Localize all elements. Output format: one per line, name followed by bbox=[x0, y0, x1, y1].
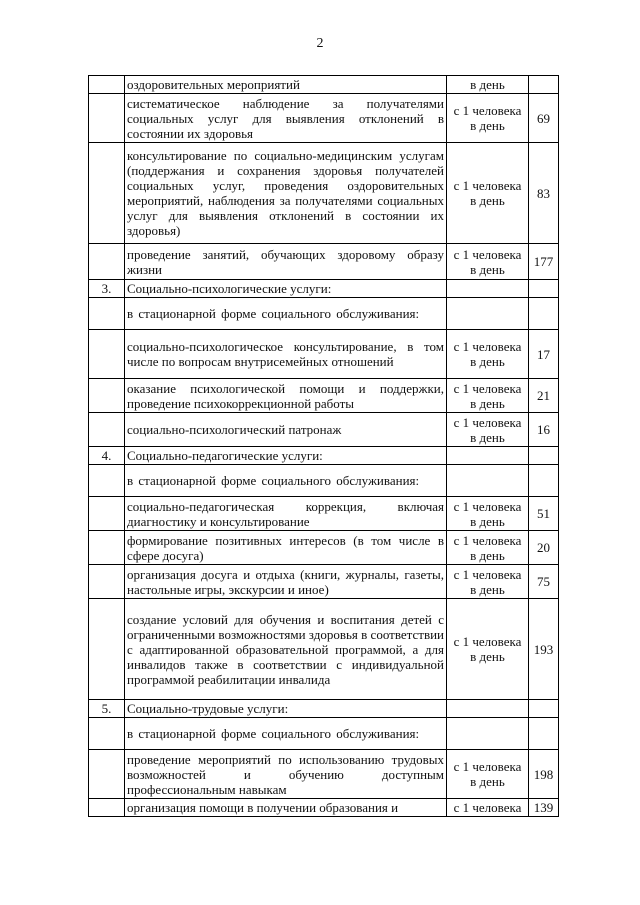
service-name-cell: создание условий для обучения и воспитания детей с ограниченными возможностями здоровья в соответствии с адаптированной образовательной программой, а для инвалидов также в соответствии с индивидуальной программой реабилитации инвалида bbox=[125, 599, 447, 700]
value-cell: 51 bbox=[529, 497, 559, 531]
service-name-cell: проведение мероприятий по использованию трудовых возможностей и обучению доступным профессиональным навыкам bbox=[125, 750, 447, 799]
unit-cell bbox=[447, 718, 529, 750]
service-name-cell: Социально-педагогические услуги: bbox=[125, 447, 447, 465]
service-name-cell: организация досуга и отдыха (книги, журналы, газеты, настольные игры, экскурсии и иное) bbox=[125, 565, 447, 599]
row-number-cell bbox=[89, 143, 125, 244]
service-name-cell: в стационарной форме социального обслуживания: bbox=[125, 465, 447, 497]
unit-cell bbox=[447, 280, 529, 298]
unit-cell: с 1 человека в день bbox=[447, 599, 529, 700]
value-cell: 83 bbox=[529, 143, 559, 244]
service-name-cell: социально-психологический патронаж bbox=[125, 413, 447, 447]
row-number-cell: 3. bbox=[89, 280, 125, 298]
value-cell bbox=[529, 465, 559, 497]
value-cell bbox=[529, 700, 559, 718]
table-row bbox=[89, 565, 559, 599]
row-number-cell bbox=[89, 298, 125, 330]
service-name-cell: социально-педагогическая коррекция, включая диагностику и консультирование bbox=[125, 497, 447, 531]
row-number-cell: 5. bbox=[89, 700, 125, 718]
service-name-cell: консультирование по социально-медицинским услугам (поддержания и сохранения здоровья получателей социальных услуг, проведения оздоровительных мероприятий, наблюдения за получателями социальных услуг для выявления отклонений в состоянии их здоровья) bbox=[125, 143, 447, 244]
value-cell: 193 bbox=[529, 599, 559, 700]
table-row bbox=[89, 413, 559, 447]
table-row bbox=[89, 330, 559, 379]
unit-cell: с 1 человека в день bbox=[447, 379, 529, 413]
service-name-cell: в стационарной форме социального обслуживания: bbox=[125, 298, 447, 330]
unit-cell: с 1 человека в день bbox=[447, 143, 529, 244]
unit-cell bbox=[447, 465, 529, 497]
table-row bbox=[89, 76, 559, 94]
value-cell: 139 bbox=[529, 799, 559, 817]
row-number-cell bbox=[89, 94, 125, 143]
service-name-cell: систематическое наблюдение за получателями социальных услуг для выявления отклонений в состоянии их здоровья bbox=[125, 94, 447, 143]
unit-cell: с 1 человека в день bbox=[447, 330, 529, 379]
service-name-cell: оказание психологической помощи и поддержки, проведение психокоррекционной работы bbox=[125, 379, 447, 413]
value-cell: 21 bbox=[529, 379, 559, 413]
service-name-cell: оздоровительных мероприятий bbox=[125, 76, 447, 94]
service-name-cell: Социально-трудовые услуги: bbox=[125, 700, 447, 718]
service-name-cell: формирование позитивных интересов (в том числе в сфере досуга) bbox=[125, 531, 447, 565]
value-cell bbox=[529, 718, 559, 750]
row-number-cell bbox=[89, 330, 125, 379]
service-name-cell: Социально-психологические услуги: bbox=[125, 280, 447, 298]
row-number-cell bbox=[89, 379, 125, 413]
value-cell bbox=[529, 298, 559, 330]
row-number-cell bbox=[89, 465, 125, 497]
section-row bbox=[89, 280, 559, 298]
unit-cell: с 1 человека в день bbox=[447, 94, 529, 143]
unit-cell: с 1 человека в день bbox=[447, 497, 529, 531]
unit-cell: с 1 человека в день bbox=[447, 531, 529, 565]
value-cell: 69 bbox=[529, 94, 559, 143]
row-number-cell bbox=[89, 799, 125, 817]
table-row bbox=[89, 750, 559, 799]
page-number: 2 bbox=[316, 36, 324, 51]
unit-cell bbox=[447, 298, 529, 330]
unit-cell: с 1 человека bbox=[447, 799, 529, 817]
table-row bbox=[89, 379, 559, 413]
unit-cell: с 1 человека в день bbox=[447, 750, 529, 799]
value-cell: 198 bbox=[529, 750, 559, 799]
value-cell: 20 bbox=[529, 531, 559, 565]
section-row bbox=[89, 700, 559, 718]
unit-cell bbox=[447, 700, 529, 718]
subheading-row bbox=[89, 718, 559, 750]
row-number-cell: 4. bbox=[89, 447, 125, 465]
row-number-cell bbox=[89, 244, 125, 280]
row-number-cell bbox=[89, 497, 125, 531]
table-row bbox=[89, 94, 559, 143]
value-cell: 17 bbox=[529, 330, 559, 379]
table-row bbox=[89, 799, 559, 817]
value-cell: 75 bbox=[529, 565, 559, 599]
service-name-cell: социально-психологическое консультирование, в том числе по вопросам внутрисемейных отношений bbox=[125, 330, 447, 379]
row-number-cell bbox=[89, 413, 125, 447]
row-number-cell bbox=[89, 531, 125, 565]
table-body bbox=[89, 76, 559, 817]
row-number-cell bbox=[89, 750, 125, 799]
table-row bbox=[89, 497, 559, 531]
service-name-cell: организация помощи в получении образования и bbox=[125, 799, 447, 817]
row-number-cell bbox=[89, 76, 125, 94]
unit-cell: с 1 человека в день bbox=[447, 565, 529, 599]
table-row bbox=[89, 531, 559, 565]
services-table bbox=[88, 75, 559, 817]
subheading-row bbox=[89, 465, 559, 497]
row-number-cell bbox=[89, 718, 125, 750]
table-row bbox=[89, 599, 559, 700]
value-cell bbox=[529, 76, 559, 94]
section-row bbox=[89, 447, 559, 465]
table-row bbox=[89, 244, 559, 280]
unit-cell bbox=[447, 447, 529, 465]
service-name-cell: в стационарной форме социального обслуживания: bbox=[125, 718, 447, 750]
row-number-cell bbox=[89, 565, 125, 599]
service-name-cell: проведение занятий, обучающих здоровому образу жизни bbox=[125, 244, 447, 280]
unit-cell: в день bbox=[447, 76, 529, 94]
row-number-cell bbox=[89, 599, 125, 700]
unit-cell: с 1 человека в день bbox=[447, 244, 529, 280]
subheading-row bbox=[89, 298, 559, 330]
value-cell bbox=[529, 280, 559, 298]
unit-cell: с 1 человека в день bbox=[447, 413, 529, 447]
value-cell bbox=[529, 447, 559, 465]
table-row bbox=[89, 143, 559, 244]
value-cell: 16 bbox=[529, 413, 559, 447]
value-cell: 177 bbox=[529, 244, 559, 280]
